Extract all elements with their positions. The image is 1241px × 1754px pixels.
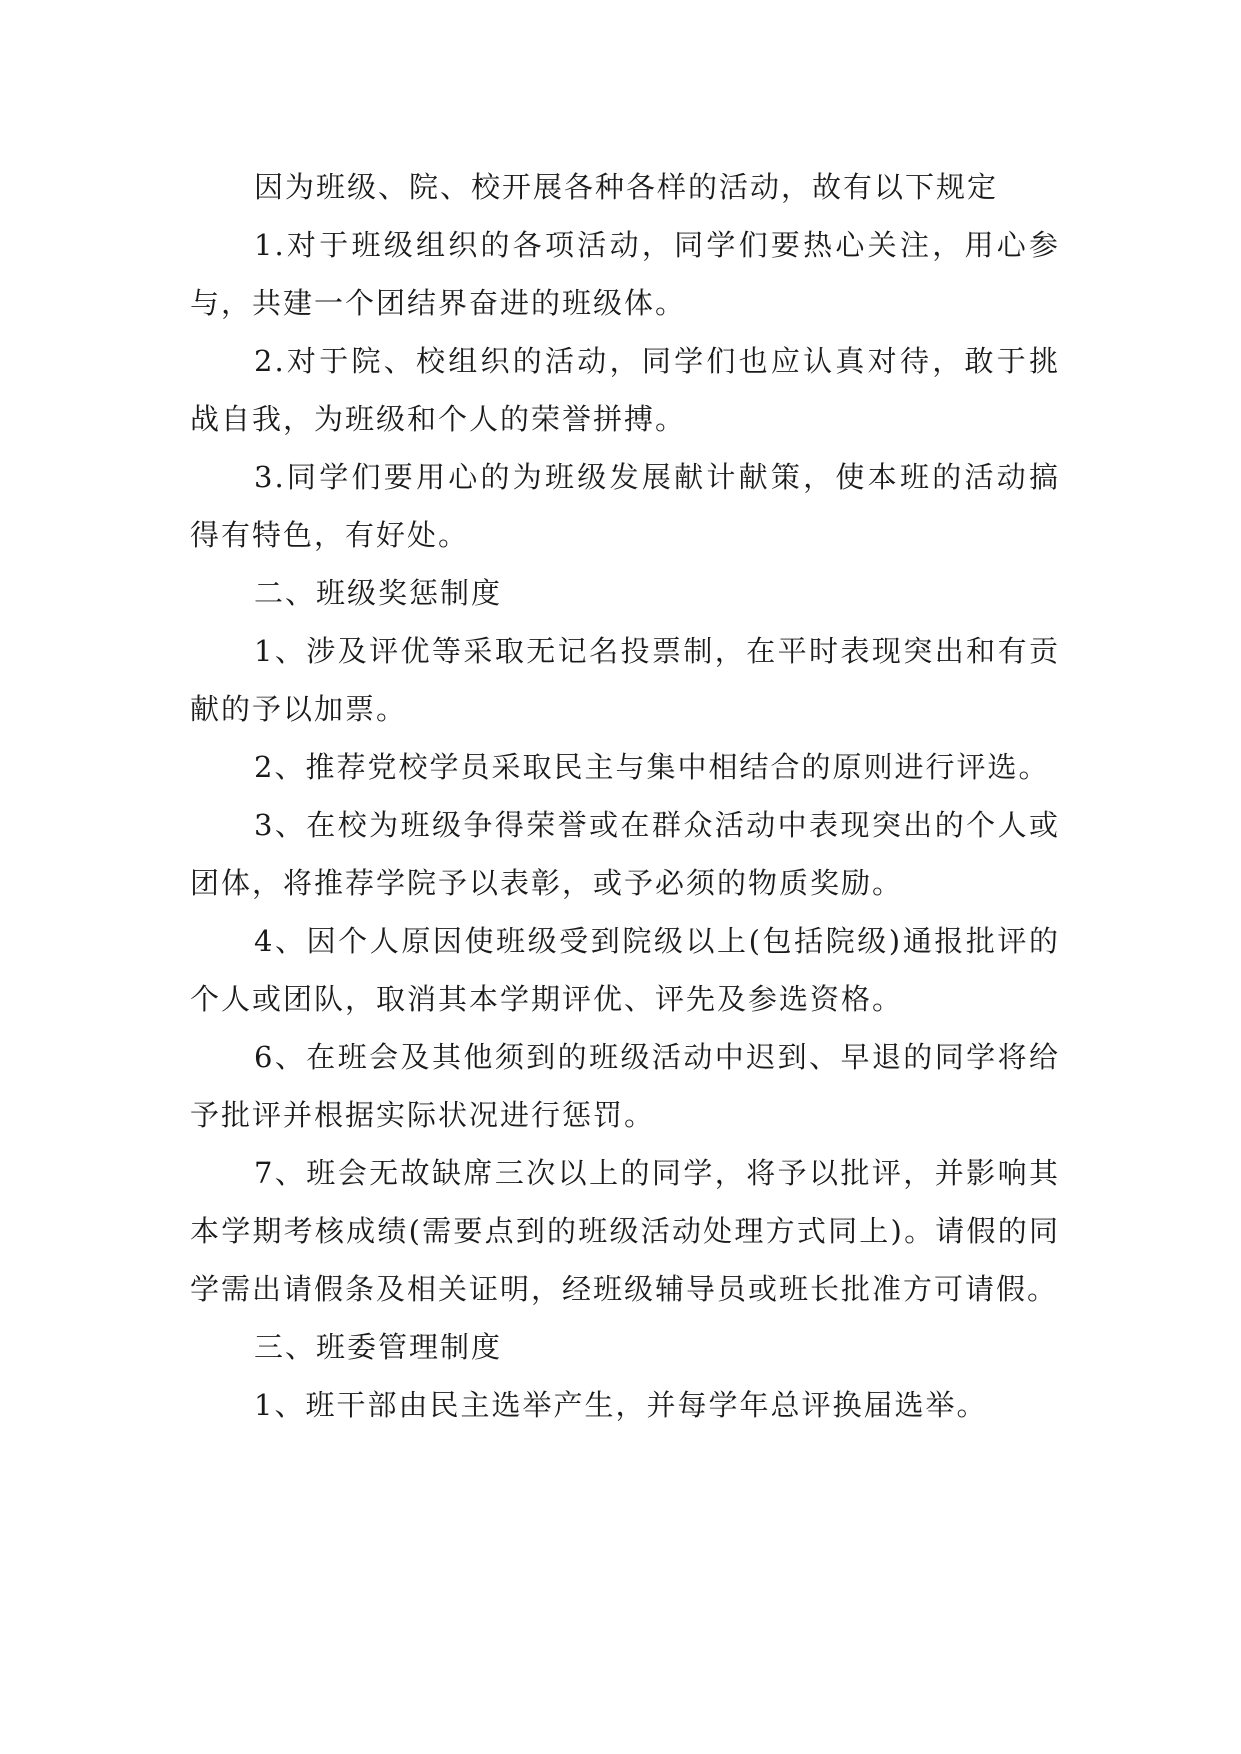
committee-rule-1: 1、班干部由民主选举产生，并每学年总评换届选举。 (254, 1388, 988, 1422)
activity-rule-3: 3.同学们要用心的为班级发展献计献策，使本班的活动搞得有特色，有好处。 (190, 460, 1060, 552)
reward-rule-7: 7、班会无故缺席三次以上的同学，将予以批评，并影响其本学期考核成绩(需要点到的班级活动处理方式同上)。请假的同学需出请假条及相关证明，经班级辅导员或班长批准方可请假。 (190, 1156, 1060, 1306)
activity-rule-2: 2.对于院、校组织的活动，同学们也应认真对待，敢于挑战自我，为班级和个人的荣誉拼搏。 (190, 344, 1060, 436)
reward-rule-3: 3、在校为班级争得荣誉或在群众活动中表现突出的个人或团体，将推荐学院予以表彰，或予必须的物质奖励。 (190, 808, 1060, 900)
intro-paragraph: 因为班级、院、校开展各种各样的活动，故有以下规定 (254, 170, 999, 204)
reward-rule-1: 1、涉及评优等采取无记名投票制，在平时表现突出和有贡献的予以加票。 (190, 634, 1060, 726)
reward-rule-2: 2、推荐党校学员采取民主与集中相结合的原则进行评选。 (254, 750, 1050, 784)
document-body (190, 158, 1060, 1434)
section-heading-rewards: 二、班级奖惩制度 (254, 576, 503, 610)
section-heading-committee: 三、班委管理制度 (254, 1330, 503, 1364)
reward-rule-4: 4、因个人原因使班级受到院级以上(包括院级)通报批评的个人或团队，取消其本学期评优、评先及参选资格。 (190, 924, 1060, 1016)
reward-rule-6: 6、在班会及其他须到的班级活动中迟到、早退的同学将给予批评并根据实际状况进行惩罚。 (190, 1040, 1060, 1132)
activity-rule-1: 1.对于班级组织的各项活动，同学们要热心关注，用心参与，共建一个团结界奋进的班级体。 (190, 228, 1060, 320)
